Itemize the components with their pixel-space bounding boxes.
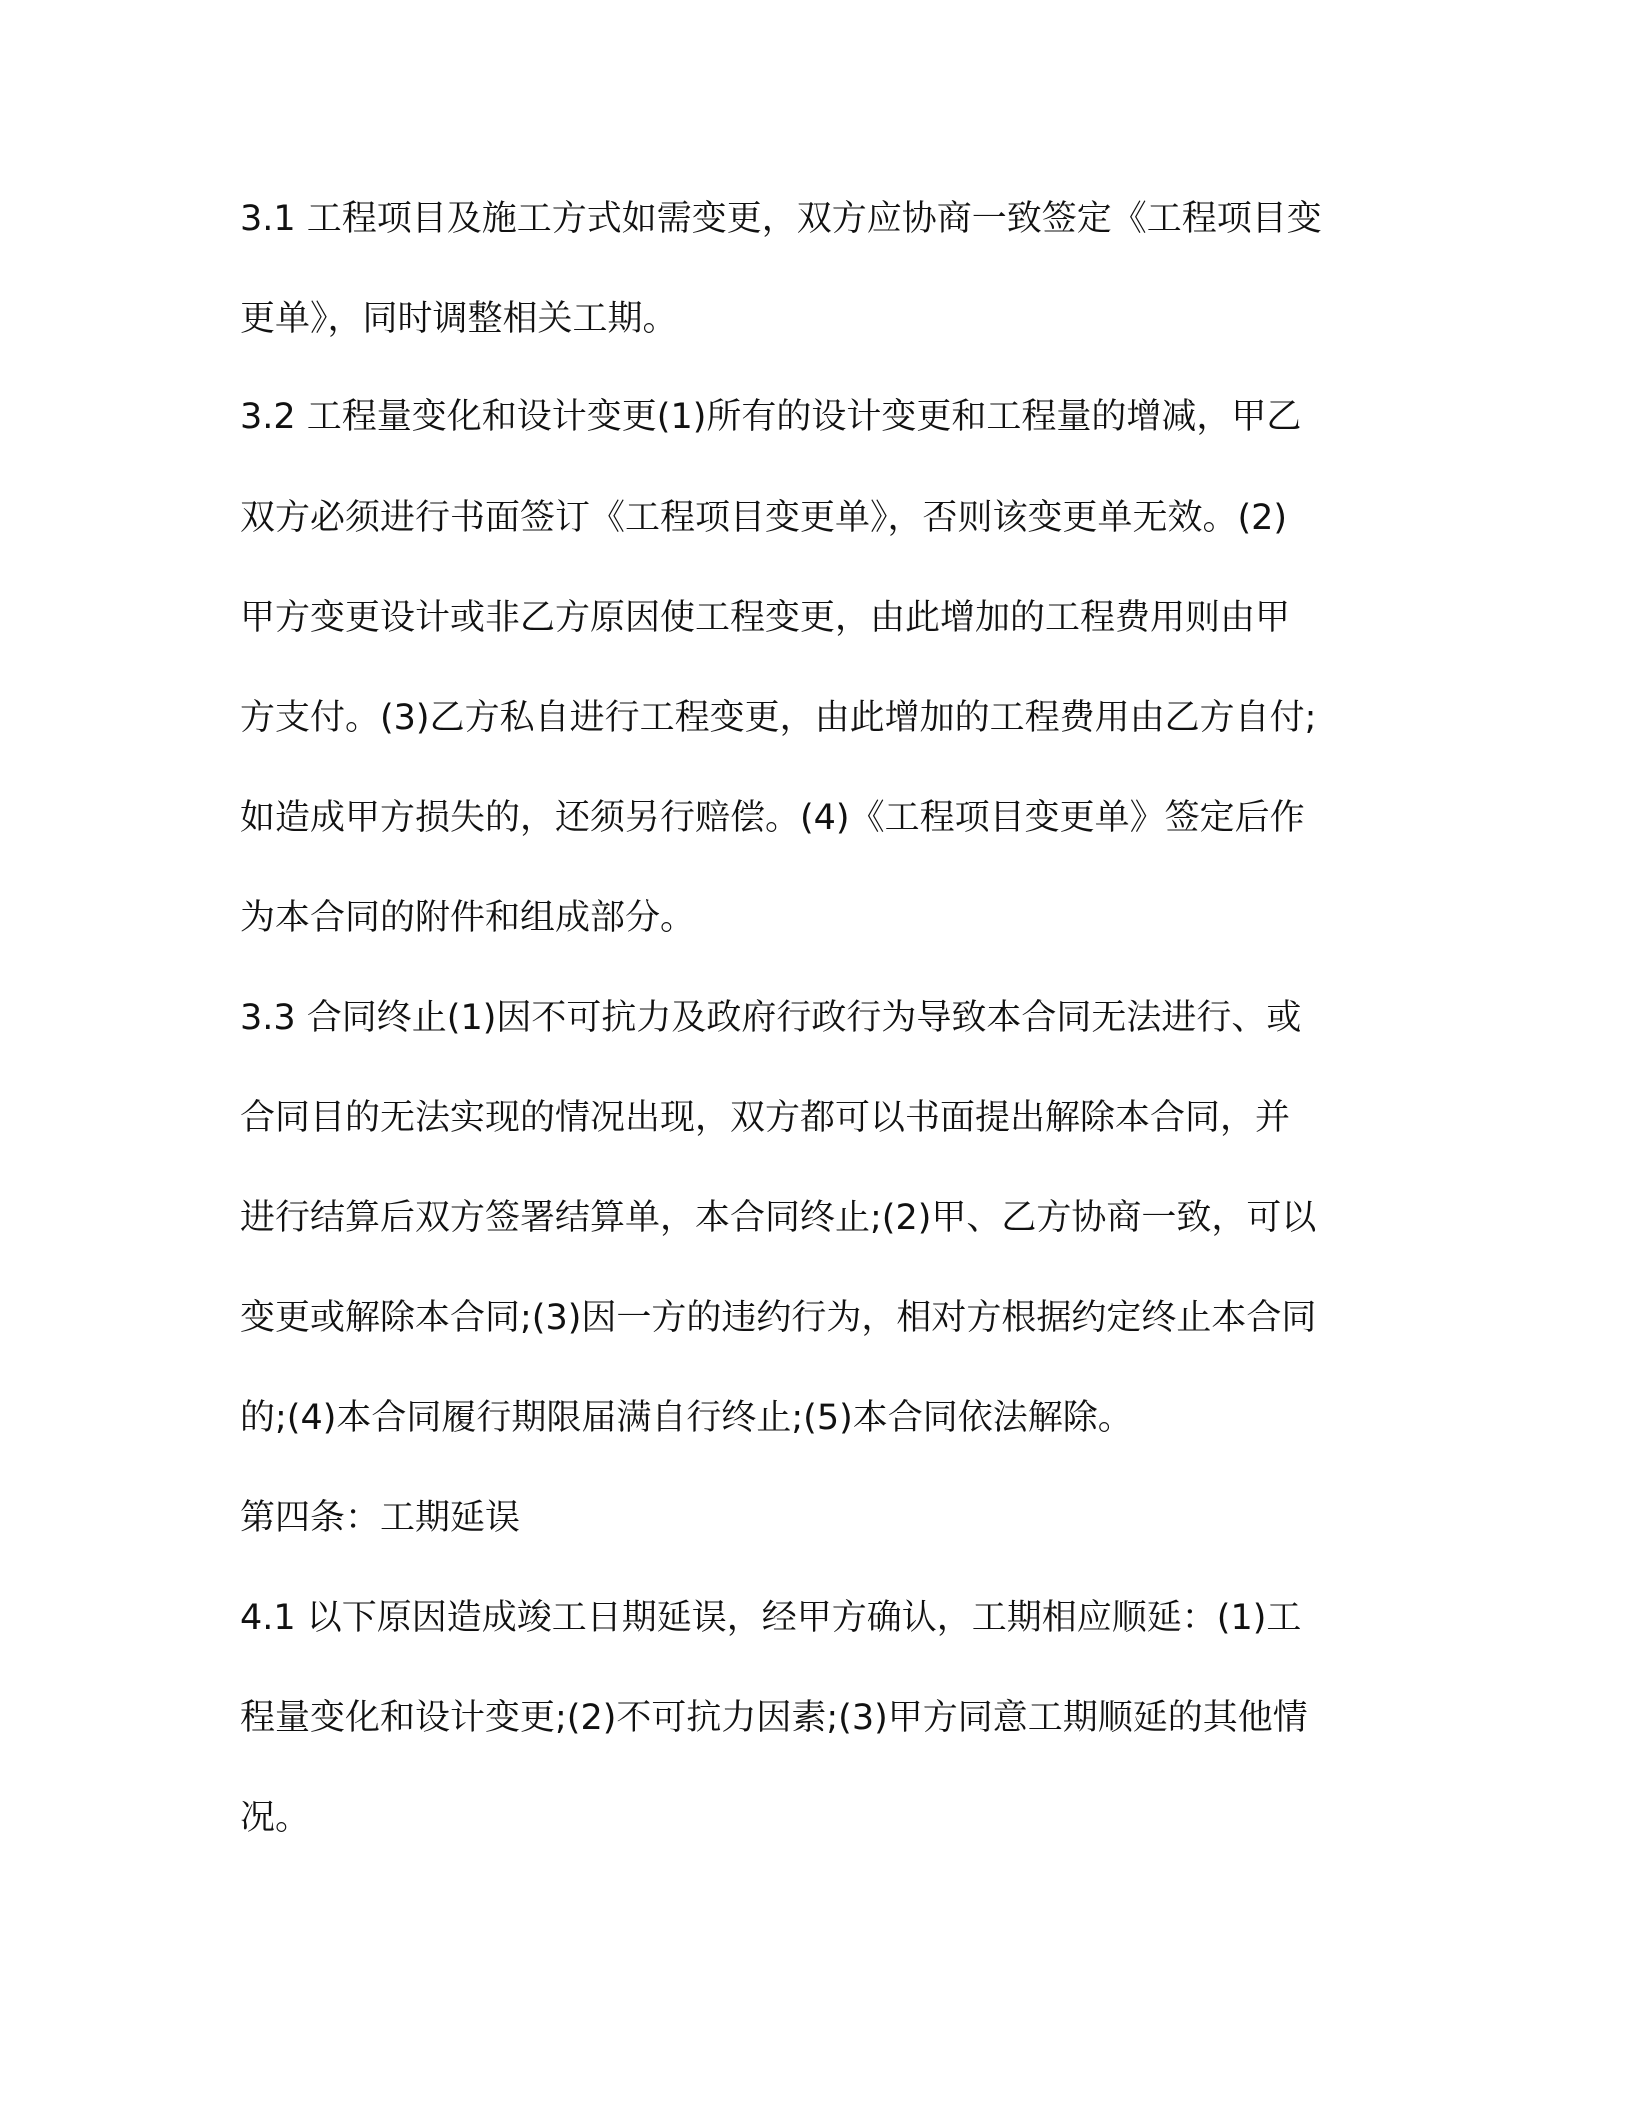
clause-3-3-line-2: 合同目的无法实现的情况出现，双方都可以书面提出解除本合同，并 (240, 1098, 1291, 1138)
clause-3-2-line-2: 双方必须进行书面签订《工程项目变更单》，否则该变更单无效。(2) (240, 498, 1288, 538)
clause-4-1-line-1: 4.1 以下原因造成竣工日期延误，经甲方确认，工期相应顺延：(1)工 (240, 1598, 1302, 1638)
article-4-heading: 第四条：工期延误 (240, 1498, 521, 1538)
clause-3-1-line-1: 3.1 工程项目及施工方式如需变更，双方应协商一致签定《工程项目变 (240, 199, 1322, 239)
clause-3-3-line-5: 的;(4)本合同履行期限届满自行终止;(5)本合同依法解除。 (240, 1398, 1133, 1438)
clause-4-1-line-3: 况。 (240, 1798, 311, 1838)
clause-3-3-line-1: 3.3 合同终止(1)因不可抗力及政府行政行为导致本合同无法进行、或 (240, 998, 1302, 1038)
clause-3-2-line-5: 如造成甲方损失的，还须另行赔偿。(4)《工程项目变更单》签定后作 (240, 798, 1305, 838)
clause-3-1-line-2: 更单》，同时调整相关工期。 (240, 299, 678, 339)
clause-3-2-line-1: 3.2 工程量变化和设计变更(1)所有的设计变更和工程量的增减，甲乙 (240, 397, 1302, 437)
clause-3-2-line-3: 甲方变更设计或非乙方原因使工程变更，由此增加的工程费用则由甲 (240, 598, 1291, 638)
clause-3-3-line-3: 进行结算后双方签署结算单，本合同终止;(2)甲、乙方协商一致，可以 (240, 1198, 1317, 1238)
clause-3-2-line-4: 方支付。(3)乙方私自进行工程变更，由此增加的工程费用由乙方自付; (240, 698, 1317, 738)
clause-4-1-line-2: 程量变化和设计变更;(2)不可抗力因素;(3)甲方同意工期顺延的其他情 (240, 1698, 1308, 1738)
clause-3-2-line-6: 为本合同的附件和组成部分。 (240, 898, 696, 938)
clause-3-3-line-4: 变更或解除本合同;(3)因一方的违约行为，相对方根据约定终止本合同 (240, 1298, 1317, 1338)
